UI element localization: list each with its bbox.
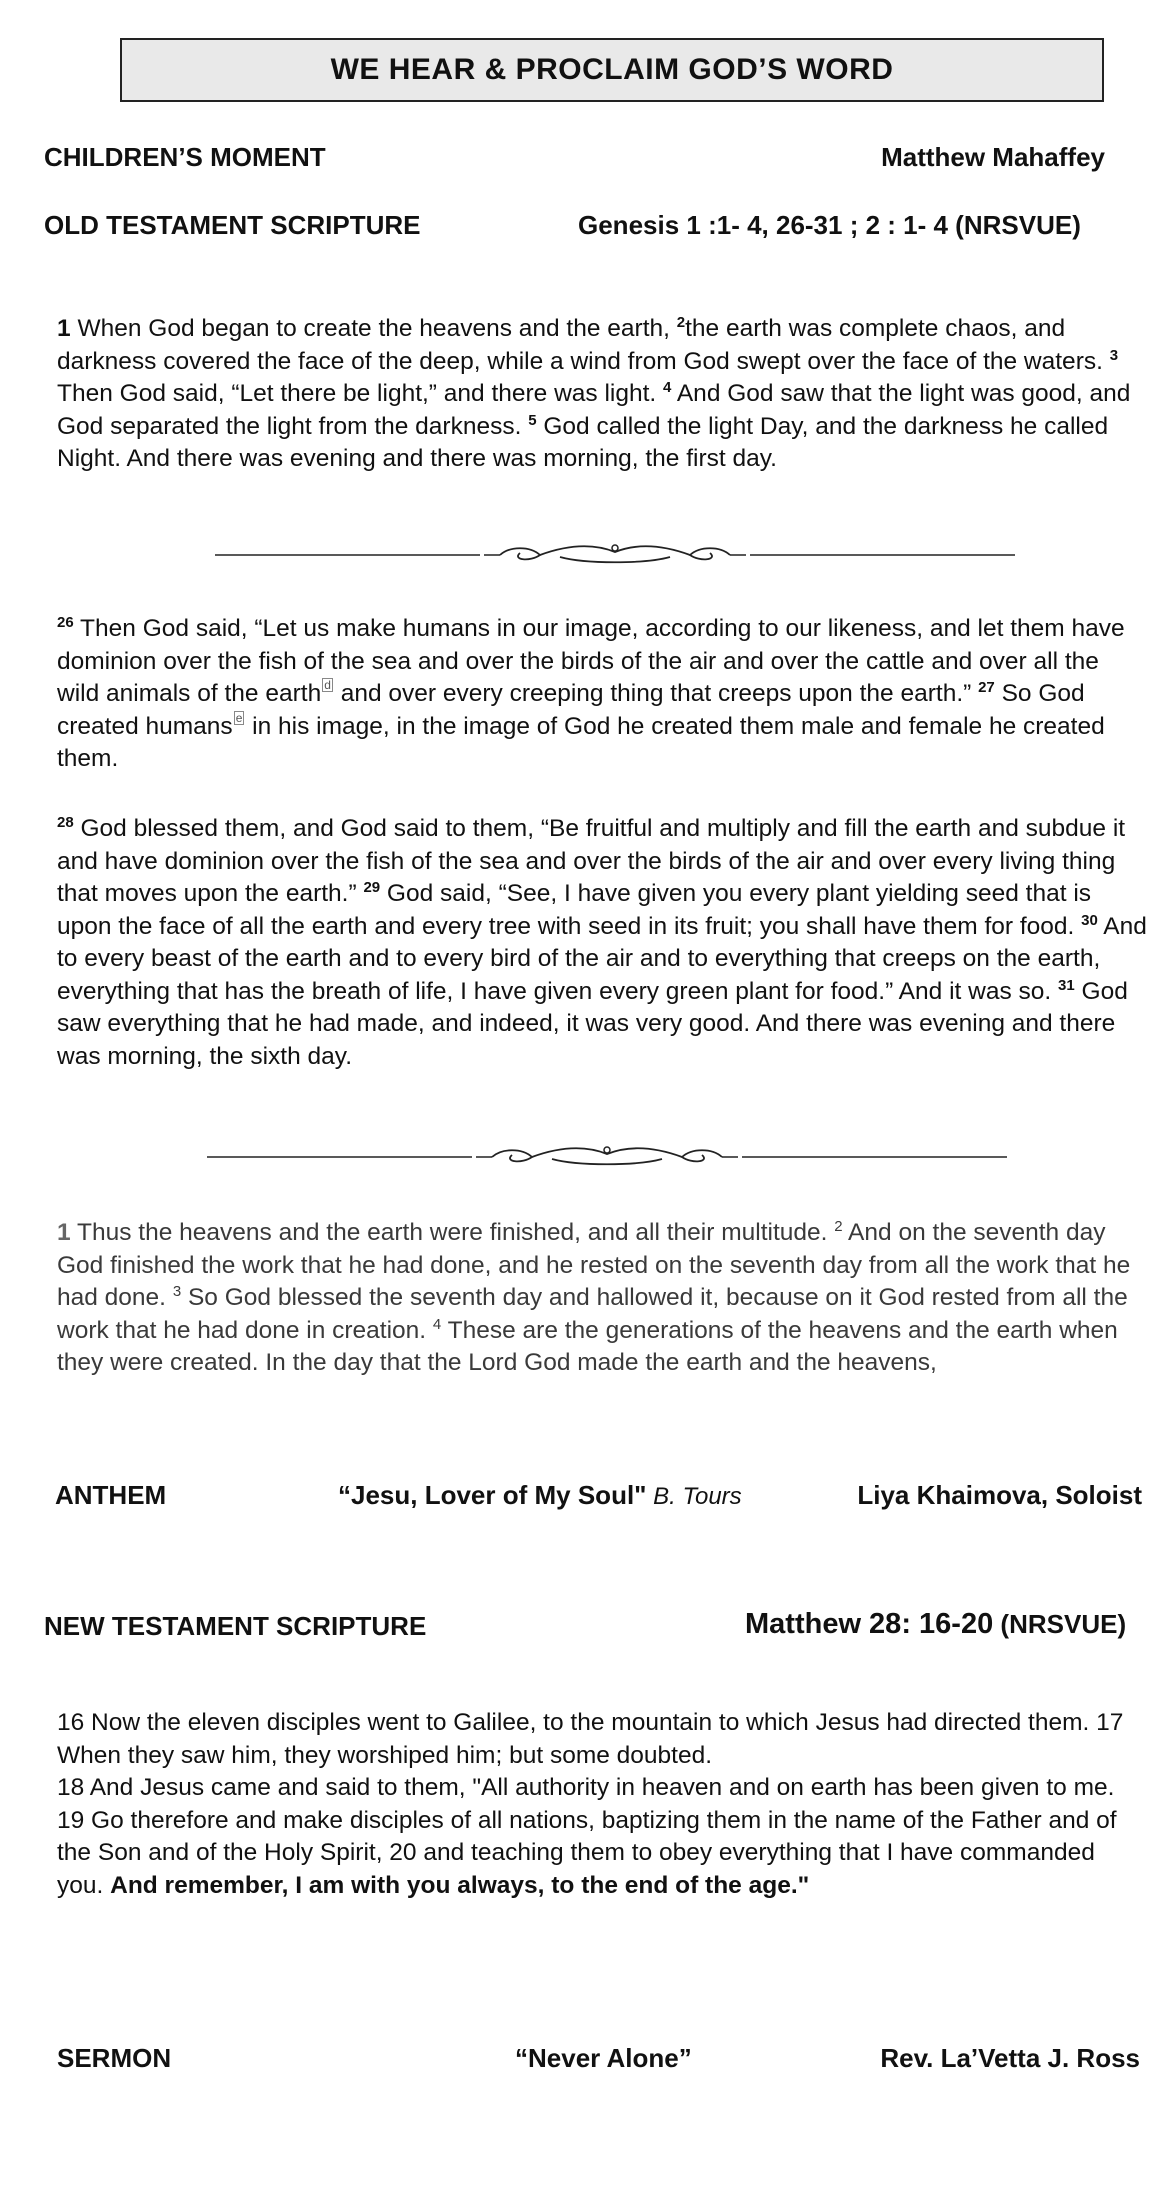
verse-text: in his image, in the image of God he created them male and female he created them. <box>57 712 1105 772</box>
matthew-verses-18-20 <box>57 1772 1147 1902</box>
verse-number: 3 <box>1109 346 1119 364</box>
verse-number: 2 <box>834 1218 843 1235</box>
footnote-marker[interactable]: d <box>324 678 331 692</box>
genesis-paragraph-2 <box>57 613 1147 776</box>
verse-number: 1 <box>57 315 71 342</box>
verse-number: 2 <box>676 314 686 331</box>
childrens-moment-label: CHILDREN’S MOMENT <box>44 142 326 172</box>
new-testament-label: NEW TESTAMENT SCRIPTURE <box>44 1611 427 1641</box>
anthem-label: ANTHEM <box>55 1480 167 1510</box>
verse-text: the earth was complete chaos, and darkness covered the face of the deep, while a wind from God swept over the face of the waters. <box>57 315 1110 375</box>
sermon-title: “Never Alone” <box>515 2043 692 2073</box>
verse-number: 5 <box>528 411 537 429</box>
banner-title: WE HEAR & PROCLAIM GOD’S WORD <box>330 53 894 86</box>
verse-text: So God blessed the seventh day and hallowed it, because on it God rested from all the work that he had done in creation. <box>57 1284 1128 1344</box>
section-banner <box>120 38 1104 102</box>
verse-text: And God saw that the light was good, and God separated the light from the darkness. <box>57 380 1131 440</box>
genesis-paragraph-3 <box>57 813 1147 1073</box>
verse-text: These are the generations of the heavens and the earth when they were created. In the day that the Lord God made the earth and the heavens, <box>57 1316 1118 1376</box>
anthem-title <box>338 1480 742 1511</box>
verse-number: 31 <box>1058 976 1075 994</box>
verse-number: 4 <box>432 1315 442 1333</box>
verse-text: God saw everything that he had made, and indeed, it was very good. And there was evening and there was morning, the sixth day. <box>57 977 1128 1070</box>
verse-text: When God began to create the heavens and the earth, <box>70 315 677 342</box>
sermon-preacher: Rev. La’Vetta J. Ross <box>880 2043 1140 2073</box>
verse-text: Then God said, “Let us make humans in our image, according to our likeness, and let them have dominion over the fish of the sea and over the birds of the air and over the cattle and over all the wild animals of the earth <box>57 615 1125 707</box>
old-testament-reference: Genesis 1 :1- 4, 26-31 ; 2 : 1- 4 (NRSVUE) <box>578 210 1081 240</box>
new-testament-version: (NRSVUE) <box>993 1609 1127 1639</box>
genesis-paragraph-4 <box>57 1217 1147 1380</box>
verse-number: 28 <box>57 814 74 831</box>
verse-text: God said, “See, I have given you every plant yielding seed that is upon the face of all the earth and every tree with seed in its fruit; you shall have them for food. <box>57 880 1092 940</box>
verse-text: 18 And Jesus came and said to them, "All authority in heaven and on earth has been given to me. 19 Go therefore and make disciples of all nations, baptizing them in the name of the Father and of the Son and of the Holy Spirit, 20 and teaching them to obey everything that I have commanded you. <box>57 1774 1117 1899</box>
verse-text: and over every creeping thing that creeps upon the earth.” <box>333 680 979 707</box>
verse-number: 29 <box>363 879 381 896</box>
anthem-title-text: “Jesu, Lover of My Soul" <box>338 1480 647 1510</box>
new-testament-reference <box>745 1608 1126 1641</box>
verse-text: Thus the heavens and the earth were finished, and all their multitude. <box>70 1219 835 1246</box>
verse-number: 4 <box>663 379 672 396</box>
verse-text: Then God said, “Let there be light,” and there was light. <box>57 380 664 407</box>
verse-text: So God created humans <box>57 680 1085 740</box>
anthem-composer: B. Tours <box>646 1483 742 1510</box>
verse-text: God called the light Day, and the darkness he called Night. And there was evening and there was morning, the first day. <box>57 412 1109 472</box>
verse-text: And to every beast of the earth and to every bird of the air and to everything that creeps on the earth, everything that has the breath of life, I have given every green plant for food.” And it was so. <box>57 912 1147 1005</box>
verse-text: And on the seventh day God finished the work that he had done, and he rested on the seventh day from all the work that he had done. <box>57 1219 1131 1311</box>
verse-number: 27 <box>978 679 995 696</box>
verse-number: 1 <box>57 1219 71 1246</box>
verse-number: 3 <box>172 1283 182 1300</box>
genesis-paragraph-1 <box>57 313 1147 476</box>
sermon-label: SERMON <box>57 2043 172 2073</box>
childrens-moment-leader: Matthew Mahaffey <box>881 142 1105 172</box>
verse-text: God blessed them, and God said to them, “Be fruitful and multiply and fill the earth and subdue it and have dominion over the fish of the sea and over the birds of the air and over every living thing that moves upon the earth.” <box>57 815 1126 907</box>
verse-text-emphasis: And remember, I am with you always, to the end of the age." <box>110 1871 810 1899</box>
anthem-performer: Liya Khaimova, Soloist <box>857 1480 1142 1510</box>
verse-number: 30 <box>1081 911 1098 929</box>
verse-number: 26 <box>57 614 74 631</box>
matthew-verses-16-17: 16 Now the eleven disciples went to Galilee, to the mountain to which Jesus had directed them. 17 When they saw him, they worshiped him; but some doubted. <box>57 1709 1124 1769</box>
ornamental-divider <box>200 540 1030 570</box>
ornamental-divider <box>192 1142 1022 1172</box>
new-testament-reference-text: Matthew 28: 16-20 <box>745 1608 994 1640</box>
footnote-marker[interactable]: e <box>235 710 243 725</box>
old-testament-label: OLD TESTAMENT SCRIPTURE <box>44 210 421 240</box>
matthew-passage <box>57 1707 1147 1902</box>
